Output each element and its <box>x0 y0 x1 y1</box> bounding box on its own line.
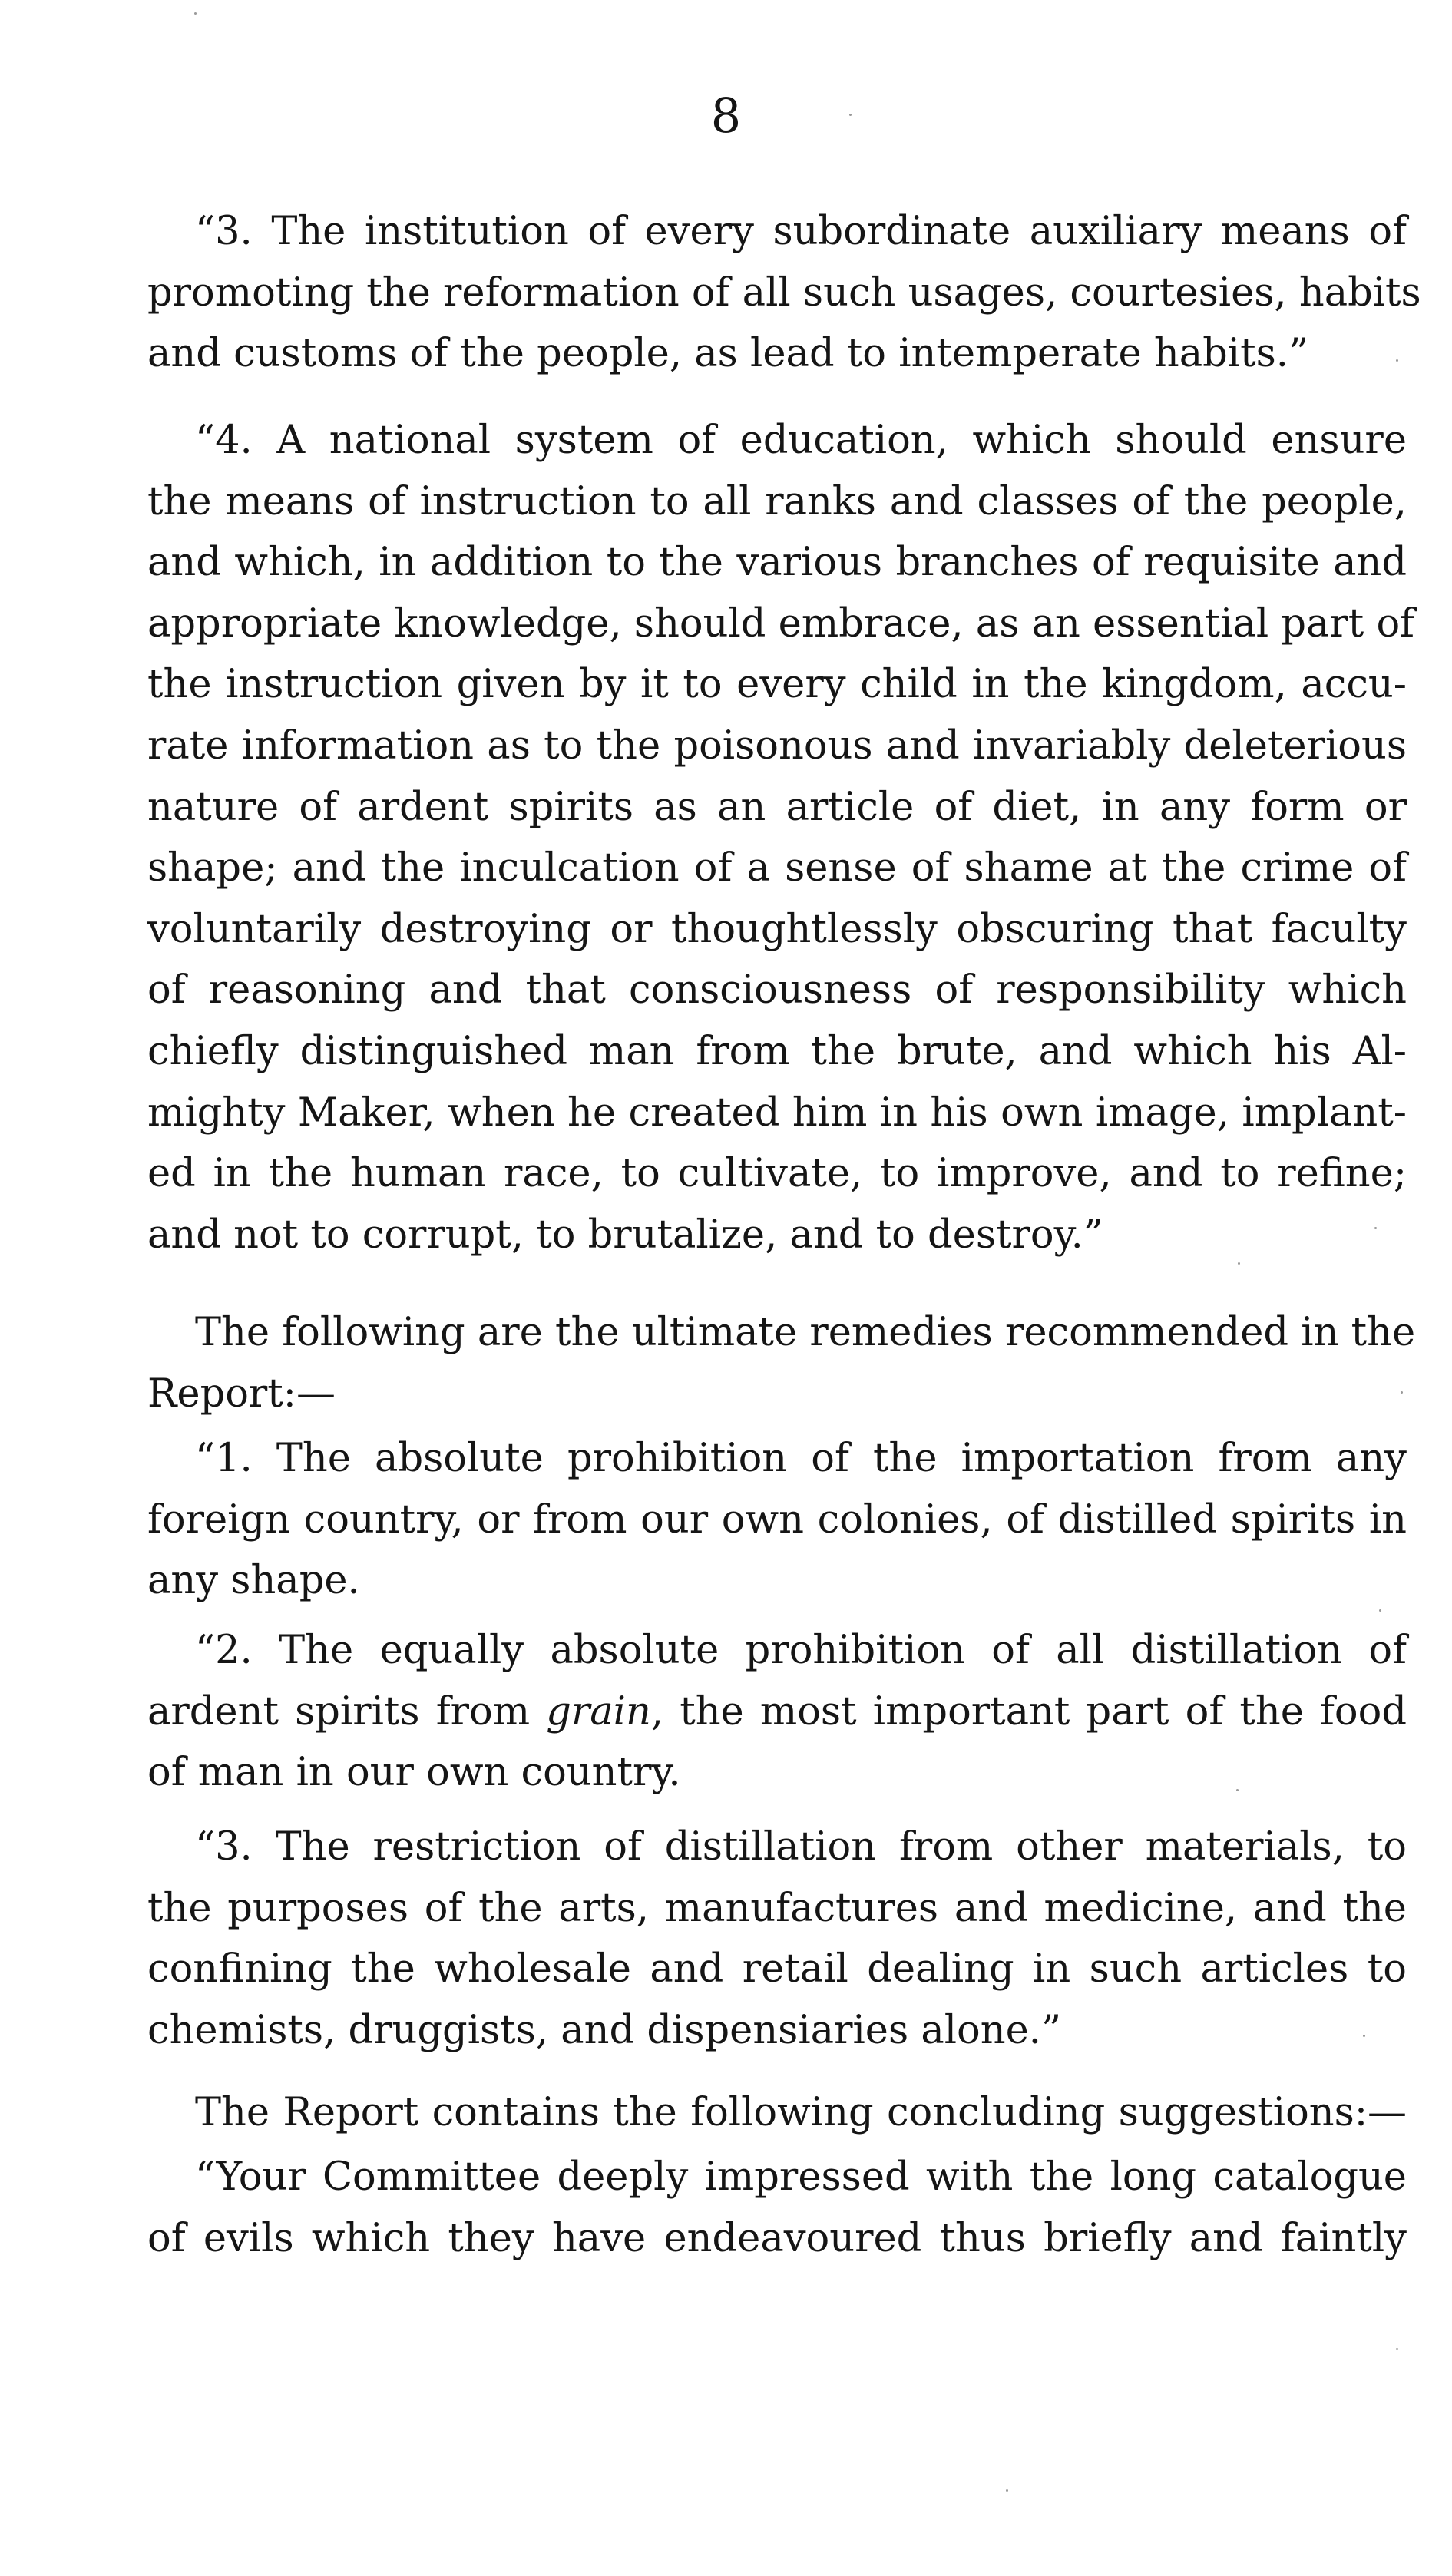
text-line: of evils which they have endeavoured thus briefly and faintly <box>147 2215 1407 2261</box>
paragraph-remedy-distillation-grain <box>147 1620 1407 1804</box>
text-line: Report:— <box>147 1371 336 1417</box>
text-line: ardent spirits from grain, the most important part of the food <box>147 1688 1407 1734</box>
text-line: and customs of the people, as lead to intemperate habits.” <box>147 331 1309 377</box>
scan-speck <box>1396 2348 1398 2350</box>
text-line: “2. The equally absolute prohibition of all distillation of <box>195 1628 1407 1673</box>
text-line: The Report contains the following concluding suggestions:— <box>195 2090 1407 2135</box>
scan-speck <box>1006 2489 1008 2492</box>
paragraph-institution-auxiliary-means <box>147 201 1421 385</box>
text-line: “1. The absolute prohibition of the importation from any <box>195 1436 1407 1481</box>
text-line: and not to corrupt, to brutalize, and to destroy.” <box>147 1212 1103 1258</box>
text-line: and which, in addition to the various branches of requisite and <box>147 540 1407 586</box>
scan-speck <box>194 12 197 15</box>
text-line: The following are the ultimate remedies recommended in the <box>195 1310 1416 1355</box>
text-line: the means of instruction to all ranks and classes of the people, <box>147 478 1407 524</box>
text-line: voluntarily destroying or thoughtlessly obscuring that faculty <box>147 906 1407 952</box>
scan-speck <box>1236 1789 1239 1791</box>
text-line: any shape. <box>147 1558 360 1604</box>
paragraph-committee-quote <box>147 2147 1407 2269</box>
text-line: promoting the reformation of all such usages, courtesies, habits <box>147 270 1421 316</box>
paragraph-remedy-restriction <box>147 1817 1407 2061</box>
text-line: foreign country, or from our own colonies, of distilled spirits in <box>147 1496 1407 1543</box>
scan-speck <box>1363 2035 1365 2037</box>
paragraph-ultimate-remedies-intro <box>147 1302 1416 1424</box>
scan-speck <box>1401 1391 1403 1394</box>
text-line: the purposes of the arts, manufactures and medicine, and the <box>147 1885 1407 1931</box>
text-line: chiefly distinguished man from the brute, and which his Al- <box>147 1028 1407 1074</box>
text-line: the instruction given by it to every child in the kingdom, accu- <box>147 662 1407 708</box>
scan-speck <box>1238 1262 1240 1265</box>
text-line: of reasoning and that consciousness of responsibility which <box>147 967 1407 1014</box>
text-line: “Your Committee deeply impressed with the long catalogue <box>195 2154 1407 2200</box>
scan-speck <box>1396 359 1398 362</box>
text-line: nature of ardent spirits as an article of diet, in any form or <box>147 784 1407 830</box>
text-line: appropriate knowledge, should embrace, as an essential part of <box>147 600 1415 646</box>
text-line: mighty Maker, when he created him in his own image, implant- <box>147 1090 1407 1136</box>
italic-word: grain <box>546 1688 651 1734</box>
scan-speck <box>849 114 852 116</box>
scan-speck <box>1374 1227 1377 1229</box>
text-line: “3. The institution of every subordinate auxiliary means of <box>195 209 1407 254</box>
paragraph-concluding-suggestions-intro <box>147 2082 1407 2144</box>
scan-speck <box>1379 1609 1381 1612</box>
text-line: “3. The restriction of distillation from other materials, to <box>195 1824 1407 1870</box>
text-line: of man in our own country. <box>147 1750 681 1796</box>
paragraph-national-education <box>147 410 1415 1265</box>
text-line: “4. A national system of education, which should ensure <box>195 418 1407 463</box>
text-line: ed in the human race, to cultivate, to improve, and to refine; <box>147 1151 1407 1197</box>
text-line: shape; and the inculcation of a sense of shame at the crime of <box>147 845 1407 891</box>
text-line: confining the wholesale and retail dealing in such articles to <box>147 1946 1407 1992</box>
paragraph-remedy-importation <box>147 1428 1407 1612</box>
page-number: 8 <box>710 88 742 144</box>
text-line: chemists, druggists, and dispensiaries alone.” <box>147 2007 1062 2053</box>
text-line: rate information as to the poisonous and invariably deleterious <box>147 723 1407 769</box>
